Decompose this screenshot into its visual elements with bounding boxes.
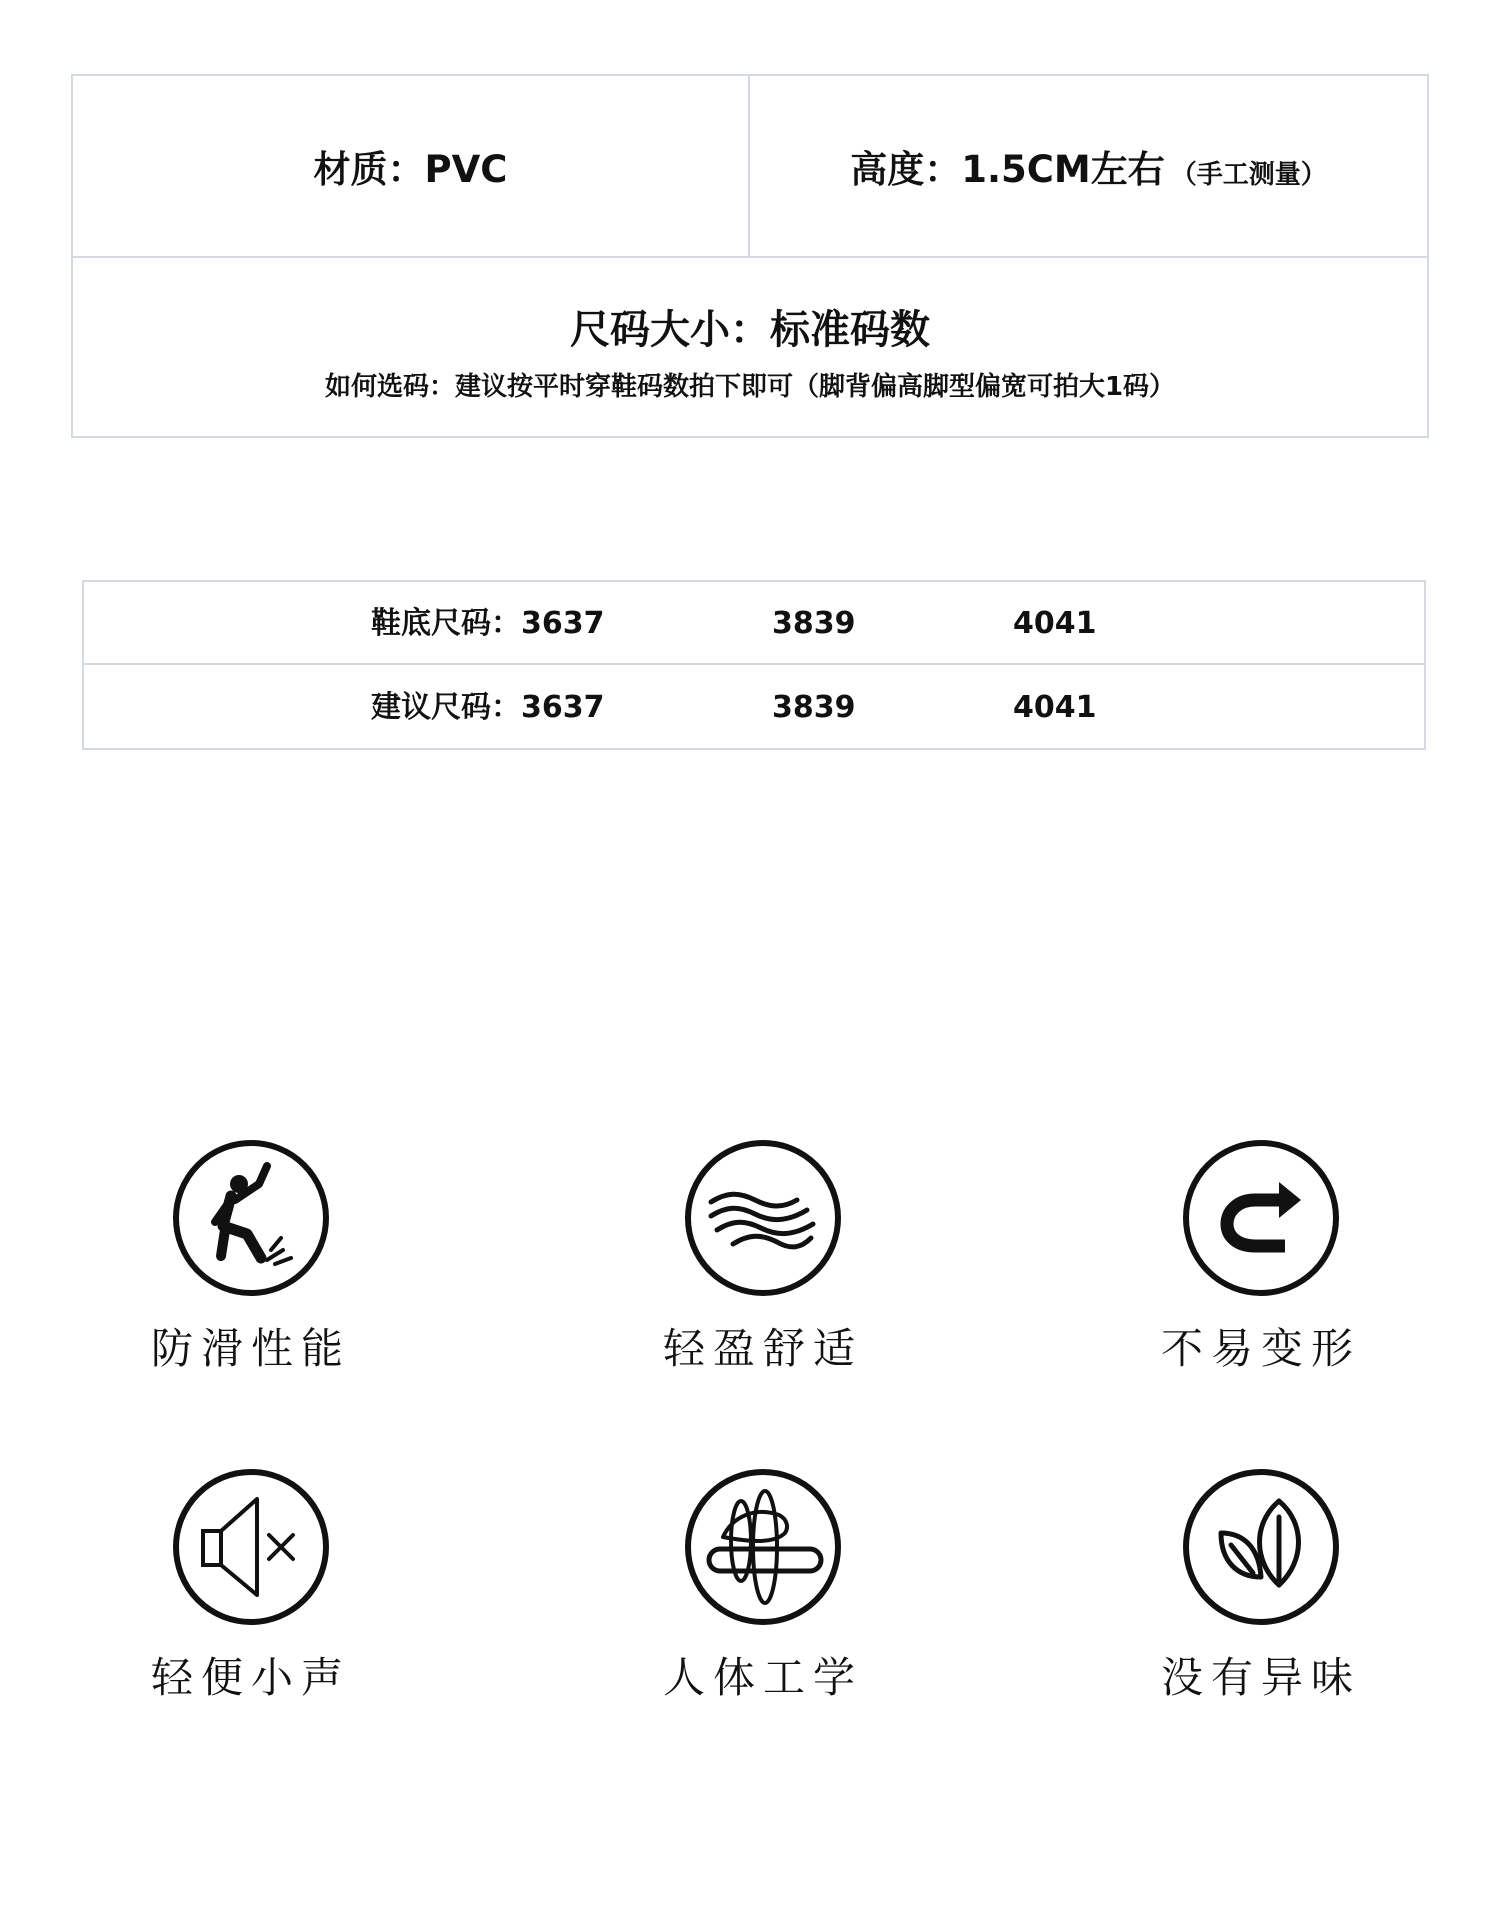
size-value: 3839 bbox=[772, 690, 856, 725]
size-value: 4041 bbox=[1013, 606, 1097, 641]
feature-label: 轻便小声 bbox=[150, 1653, 351, 1702]
suggested-size-label: 建议尺码：3637 bbox=[371, 690, 605, 725]
material-text: 材质：PVC bbox=[313, 148, 508, 191]
ergonomic-foot-icon bbox=[683, 1467, 843, 1627]
feature-quiet bbox=[101, 1467, 401, 1727]
wavy-lines-icon bbox=[683, 1138, 843, 1298]
rebound-arrow-icon bbox=[1181, 1138, 1341, 1298]
feature-no-deformation bbox=[1111, 1138, 1411, 1398]
feature-label: 防滑性能 bbox=[150, 1324, 351, 1373]
size-info-row bbox=[73, 258, 1427, 436]
size-title: 尺码大小：标准码数 bbox=[570, 307, 930, 353]
spec-row bbox=[73, 76, 1427, 258]
size-value: 4041 bbox=[1013, 690, 1097, 725]
feature-ergonomic bbox=[613, 1467, 913, 1727]
height-cell bbox=[750, 76, 1427, 256]
feature-label: 不易变形 bbox=[1160, 1324, 1361, 1373]
feature-odorless bbox=[1111, 1467, 1411, 1727]
slip-fall-icon bbox=[171, 1138, 331, 1298]
height-note: （手工测量） bbox=[1170, 159, 1327, 190]
material-cell bbox=[73, 76, 750, 256]
muted-speaker-icon bbox=[171, 1467, 331, 1627]
feature-anti-slip bbox=[101, 1138, 401, 1398]
feature-lightweight bbox=[613, 1138, 913, 1398]
table-row bbox=[84, 666, 1424, 749]
size-value: 3839 bbox=[772, 606, 856, 641]
spec-table bbox=[71, 74, 1429, 438]
feature-label: 轻盈舒适 bbox=[662, 1324, 863, 1373]
sole-size-label: 鞋底尺码：3637 bbox=[371, 606, 605, 641]
feature-label: 人体工学 bbox=[662, 1653, 863, 1702]
height-text: 高度：1.5CM左右 bbox=[850, 148, 1165, 191]
leaves-icon bbox=[1181, 1467, 1341, 1627]
feature-label: 没有异味 bbox=[1160, 1653, 1361, 1702]
table-row bbox=[84, 582, 1424, 665]
size-tip: 如何选码：建议按平时穿鞋码数拍下即可（脚背偏高脚型偏宽可拍大1码） bbox=[324, 372, 1176, 402]
size-table bbox=[82, 580, 1426, 750]
